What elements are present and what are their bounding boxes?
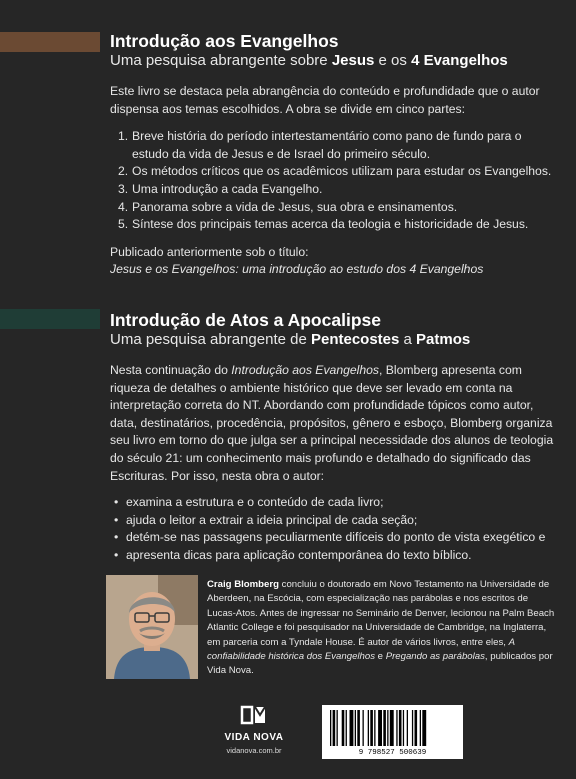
book1-title: Introdução aos Evangelhos (110, 31, 339, 51)
author-bio-text: concluiu o doutorado em Novo Testamento na Universidade de Aberdeen, na Escócia, com especialização nas parábolas e nos escritos de Lucas-Atos. Antes de ingressar no Seminário de Denver, lecionou na Palm Beach Atlantic College e foi pesquisador na Universidade de Cambridge, na Inglaterra, em parceria com a Tyndale House. É autor de vários livros, entre eles, (207, 579, 555, 648)
author-photo (106, 575, 198, 679)
list-text: Os métodos críticos que os acadêmicos utilizam para estudar os Evangelhos. (132, 164, 552, 179)
list-item (110, 512, 556, 530)
list-text: Panorama sobre a vida de Jesus, sua obra e ensinamentos. (132, 199, 458, 214)
list-item (110, 216, 556, 234)
bullet-icon: • (114, 495, 119, 510)
list-item (110, 529, 556, 547)
list-item (110, 181, 556, 199)
author-bio-and: e (377, 651, 384, 663)
book2-intro-post: , Blomberg apresenta com riqueza de detalhes o ambiente histórico que deve ser levado em conta na interpretação correta do NT. Abordando com profundidade tópicos como autor, data, destinatários, procedência, propósitos, gênero e esboço, Blomberg organiza seu livro em torno do que julga ser a principal necessidade dos alunos de teologia do século 21: um conhecimento mais profundo e detalhado do significado das Escrituras. Por isso, nesta obra o autor: (110, 363, 554, 483)
green-accent-stripe (0, 309, 100, 329)
book2-subtitle-mid: a (403, 331, 412, 348)
author-name: Craig Blomberg (207, 579, 279, 590)
book2-subtitle-pre: Uma pesquisa abrangente de (110, 331, 307, 348)
publisher-name: VIDA NOVA (224, 732, 284, 743)
list-number: 2. (118, 164, 129, 179)
book2-intro (110, 362, 556, 485)
list-number: 5. (118, 217, 129, 232)
book2-subtitle (110, 330, 556, 349)
book2-subtitle-pentecost: Pentecostes (310, 331, 400, 348)
book1-intro: Este livro se destaca pela abrangência do conteúdo e profundidade que o autor dispensa aos temas escolhidos. A obra se divide em cinco partes: (110, 84, 540, 116)
book2-intro-pre: Nesta continuação do (110, 363, 228, 377)
list-text: Síntese dos principais temas acerca da teologia e historicidade de Jesus. (132, 217, 529, 232)
publisher-logo (222, 704, 286, 755)
vida-nova-logo-icon (239, 704, 269, 726)
book1-parts-list (110, 128, 556, 234)
publisher-url[interactable]: vidanova.com.br (226, 746, 282, 755)
list-text: Uma introdução a cada Evangelho. (132, 181, 323, 196)
list-item (110, 547, 556, 565)
book2-subtitle-patmos: Patmos (416, 331, 471, 348)
bullet-icon: • (114, 530, 119, 545)
list-text: ajuda o leitor a extrair a ideia principal de cada seção; (126, 512, 418, 527)
list-item (110, 494, 556, 512)
list-text: Breve história do período intertestamentário como pano de fundo para o estudo da vida de Jesus e de Israel do primeiro século. (132, 129, 522, 161)
book2-bullet-list (110, 494, 556, 564)
list-text: examina a estrutura e o conteúdo de cada livro; (126, 495, 384, 510)
barcode-number: 9 798527 500639 (358, 749, 427, 757)
list-number: 3. (118, 181, 129, 196)
list-number: 1. (118, 129, 129, 144)
author-portrait-icon (106, 575, 198, 679)
list-item (110, 199, 556, 217)
list-item (110, 163, 556, 181)
book1-subtitle-mid: e os (378, 52, 407, 69)
bullet-icon: • (114, 512, 119, 527)
list-item (110, 128, 556, 163)
author-bio (207, 578, 559, 679)
previously-published-label: Publicado anteriormente sob o título: (110, 244, 309, 259)
author-work-2: Pregando as parábolas (385, 651, 485, 663)
book1-subtitle-jesus: Jesus (331, 52, 375, 69)
book1-section (110, 31, 556, 279)
list-text: apresenta dicas para aplicação contemporânea do texto bíblico. (126, 547, 472, 562)
book2-intro-title: Introdução aos Evangelhos (231, 363, 380, 377)
barcode (322, 705, 463, 759)
book2-title: Introdução de Atos a Apocalipse (110, 310, 381, 330)
bullet-icon: • (114, 547, 119, 562)
author-work-1: A confiabilidade histórica dos Evangelhos (207, 636, 515, 663)
author-bio-end: , publicados por Vida Nova. (207, 651, 553, 677)
list-number: 4. (118, 199, 129, 214)
list-text: detém-se nas passagens peculiarmente difíceis do ponto de vista exegético e (126, 530, 546, 545)
brown-accent-stripe (0, 32, 100, 52)
previous-title: Jesus e os Evangelhos: uma introdução ao estudo dos 4 Evangelhos (110, 262, 484, 277)
book1-subtitle-gospels: 4 Evangelhos (411, 52, 508, 69)
book1-subtitle (110, 51, 556, 70)
book2-section (110, 310, 556, 565)
book1-subtitle-pre: Uma pesquisa abrangente sobre (110, 52, 328, 69)
